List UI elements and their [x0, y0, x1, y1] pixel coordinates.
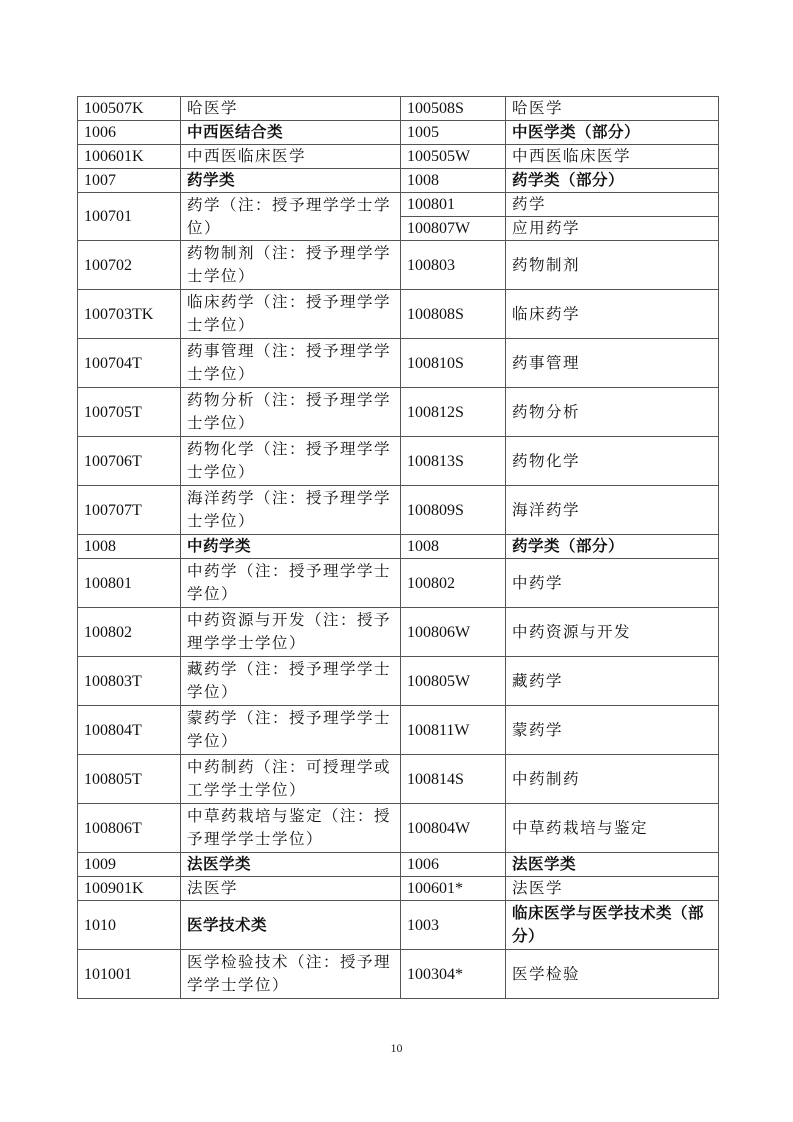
name-cell: 药学类（部分） [506, 535, 719, 559]
code-cell: 100812S [401, 388, 506, 437]
name-cell: 中药资源与开发（注：授予理学学士学位） [181, 608, 401, 657]
code-cell: 1005 [401, 121, 506, 145]
code-cell: 100814S [401, 755, 506, 804]
table-body [78, 97, 719, 999]
table-row [78, 535, 719, 559]
table-row [78, 755, 719, 804]
code-cell: 100801 [78, 559, 181, 608]
code-cell: 100810S [401, 339, 506, 388]
name-cell: 中草药栽培与鉴定（注：授予理学学士学位） [181, 804, 401, 853]
table-row [78, 486, 719, 535]
name-cell: 哈医学 [181, 97, 401, 121]
code-cell: 100601K [78, 145, 181, 169]
code-cell: 100813S [401, 437, 506, 486]
major-mapping-table [77, 96, 719, 999]
name-cell: 海洋药学（注：授予理学学士学位） [181, 486, 401, 535]
name-cell: 中药资源与开发 [506, 608, 719, 657]
name-cell: 药物制剂（注：授予理学学士学位） [181, 241, 401, 290]
name-cell: 应用药学 [506, 217, 719, 241]
table-row [78, 804, 719, 853]
name-cell: 药物化学 [506, 437, 719, 486]
name-cell: 临床药学 [506, 290, 719, 339]
name-cell: 海洋药学 [506, 486, 719, 535]
name-cell: 中药学（注：授予理学学士学位） [181, 559, 401, 608]
code-cell: 1010 [78, 901, 181, 950]
code-cell: 100807W [401, 217, 506, 241]
table-row [78, 121, 719, 145]
name-cell: 医学检验 [506, 950, 719, 999]
code-cell: 100805T [78, 755, 181, 804]
code-cell: 100706T [78, 437, 181, 486]
name-cell: 医学检验技术（注：授予理学学士学位） [181, 950, 401, 999]
table-row [78, 853, 719, 877]
code-cell: 100803 [401, 241, 506, 290]
code-cell: 100804T [78, 706, 181, 755]
code-cell: 100508S [401, 97, 506, 121]
code-cell: 1007 [78, 169, 181, 193]
code-cell: 100804W [401, 804, 506, 853]
code-cell: 1006 [78, 121, 181, 145]
name-cell: 中西医临床医学 [506, 145, 719, 169]
name-cell: 中西医结合类 [181, 121, 401, 145]
code-cell: 100505W [401, 145, 506, 169]
name-cell: 藏药学 [506, 657, 719, 706]
name-cell: 中草药栽培与鉴定 [506, 804, 719, 853]
code-cell: 1009 [78, 853, 181, 877]
code-cell: 100704T [78, 339, 181, 388]
table-row [78, 437, 719, 486]
code-cell: 100802 [401, 559, 506, 608]
name-cell: 蒙药学（注：授予理学学士学位） [181, 706, 401, 755]
table-row [78, 97, 719, 121]
code-cell: 100808S [401, 290, 506, 339]
page-number: 10 [390, 1041, 403, 1055]
name-cell: 药物分析（注：授予理学学士学位） [181, 388, 401, 437]
code-cell: 101001 [78, 950, 181, 999]
table-row [78, 901, 719, 950]
code-cell: 100304* [401, 950, 506, 999]
code-cell: 1008 [401, 535, 506, 559]
name-cell: 法医学类 [181, 853, 401, 877]
table-row [78, 339, 719, 388]
code-cell: 100701 [78, 193, 181, 241]
code-cell: 100811W [401, 706, 506, 755]
code-cell: 100809S [401, 486, 506, 535]
name-cell: 药学（注：授予理学学士学位） [181, 193, 401, 241]
name-cell: 法医学 [506, 877, 719, 901]
code-cell: 100802 [78, 608, 181, 657]
code-cell: 100703TK [78, 290, 181, 339]
table-row [78, 608, 719, 657]
name-cell: 药学 [506, 193, 719, 217]
name-cell: 哈医学 [506, 97, 719, 121]
code-cell: 100707T [78, 486, 181, 535]
table-row [78, 706, 719, 755]
name-cell: 临床药学（注：授予理学学士学位） [181, 290, 401, 339]
name-cell: 药物化学（注：授予理学学士学位） [181, 437, 401, 486]
table-row [78, 241, 719, 290]
name-cell: 中药学 [506, 559, 719, 608]
code-cell: 100803T [78, 657, 181, 706]
code-cell: 100705T [78, 388, 181, 437]
name-cell: 藏药学（注：授予理学学士学位） [181, 657, 401, 706]
code-cell: 100702 [78, 241, 181, 290]
name-cell: 法医学 [181, 877, 401, 901]
code-cell: 100805W [401, 657, 506, 706]
name-cell: 药学类 [181, 169, 401, 193]
name-cell: 中药制药 [506, 755, 719, 804]
name-cell: 中西医临床医学 [181, 145, 401, 169]
name-cell: 药事管理（注：授予理学学士学位） [181, 339, 401, 388]
code-cell: 100806W [401, 608, 506, 657]
name-cell: 药学类（部分） [506, 169, 719, 193]
code-cell: 1006 [401, 853, 506, 877]
table-row [78, 388, 719, 437]
table-row [78, 290, 719, 339]
code-cell: 1008 [78, 535, 181, 559]
name-cell: 中医学类（部分） [506, 121, 719, 145]
code-cell: 1008 [401, 169, 506, 193]
name-cell: 药物分析 [506, 388, 719, 437]
table-row [78, 657, 719, 706]
code-cell: 100901K [78, 877, 181, 901]
name-cell: 临床医学与医学技术类（部分） [506, 901, 719, 950]
name-cell: 药物制剂 [506, 241, 719, 290]
name-cell: 中药学类 [181, 535, 401, 559]
table-row [78, 145, 719, 169]
name-cell: 中药制药（注：可授理学或工学学士学位） [181, 755, 401, 804]
code-cell: 1003 [401, 901, 506, 950]
table-row [78, 950, 719, 999]
code-cell: 100806T [78, 804, 181, 853]
code-cell: 100507K [78, 97, 181, 121]
name-cell: 医学技术类 [181, 901, 401, 950]
table-row [78, 877, 719, 901]
code-cell: 100801 [401, 193, 506, 217]
table-row [78, 169, 719, 193]
name-cell: 药事管理 [506, 339, 719, 388]
table-row [78, 193, 719, 217]
code-cell: 100601* [401, 877, 506, 901]
name-cell: 蒙药学 [506, 706, 719, 755]
name-cell: 法医学类 [506, 853, 719, 877]
table-row [78, 559, 719, 608]
